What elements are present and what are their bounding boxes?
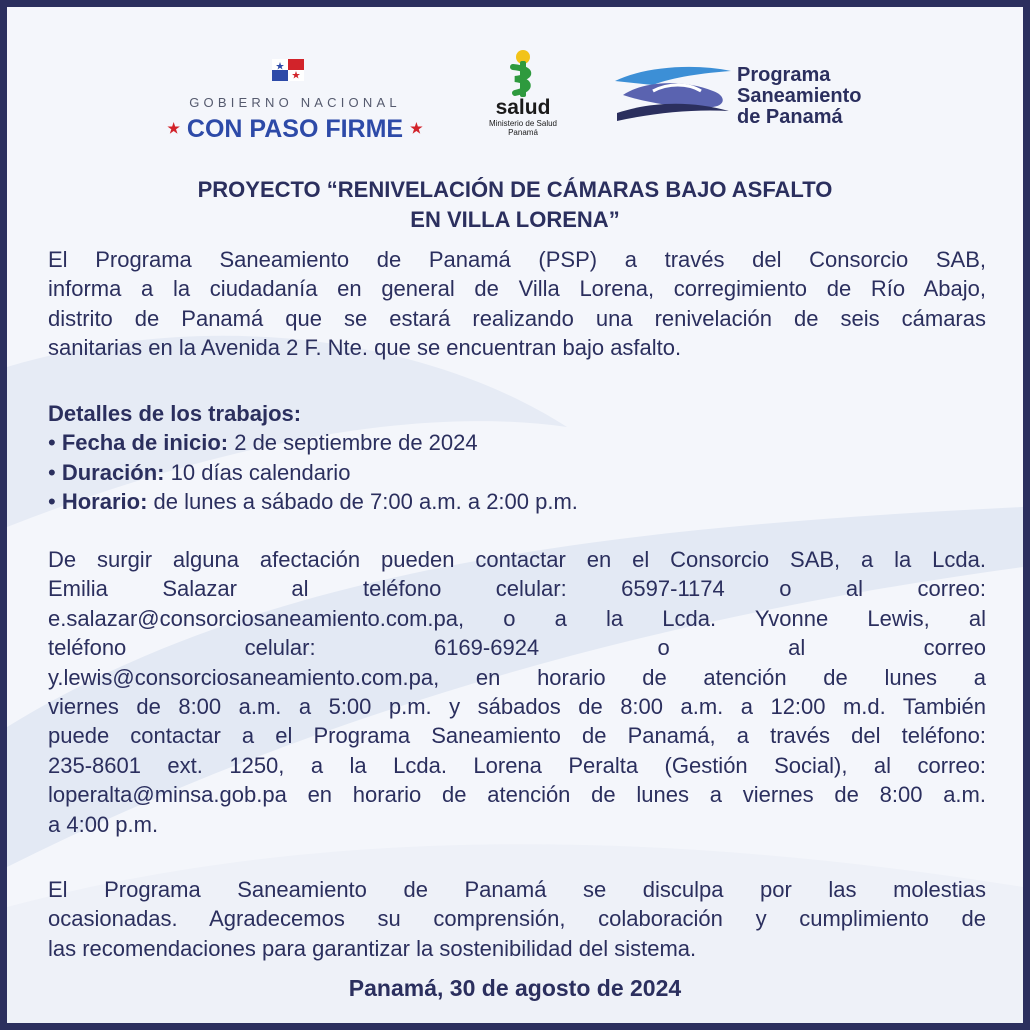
detail-value: de lunes a sábado de 7:00 a.m. a 2:00 p.m. <box>153 489 578 515</box>
contact-line: De surgir alguna afectación pueden contactar en el Consorcio SAB, a la Lcda. <box>48 547 986 572</box>
bullet: • <box>48 489 56 515</box>
closing-line: las recomendaciones para garantizar la sostenibilidad del sistema. <box>48 935 697 961</box>
caduceus-icon <box>475 49 571 99</box>
contact-line: teléfono celular: 6169-6924 o al correo <box>48 635 986 661</box>
contact-line: a 4:00 p.m. <box>48 811 159 837</box>
closing-line: ocasionadas. Agradecemos su comprensión, colaboración y cumplimiento de <box>48 906 986 932</box>
title-line-1: PROYECTO “RENIVELACIÓN DE CÁMARAS BAJO ASFALTO <box>197 177 833 202</box>
project-title <box>47 175 983 235</box>
detail-value: 10 días calendario <box>170 459 351 485</box>
panama-flag-icon <box>272 59 304 81</box>
logo-bar <box>7 47 1023 147</box>
psp-line-1: Programa <box>737 64 831 86</box>
programa-saneamiento-wordmark <box>737 65 861 128</box>
star-icon: ★ <box>167 120 180 136</box>
contact-line: 235-8601 ext. 1250, a la Lcda. Lorena Peralta (Gestión Social), al correo: <box>48 752 986 778</box>
bullet: • <box>48 430 56 456</box>
intro-line: sanitarias en la Avenida 2 F. Nte. que se encuentran bajo asfalto. <box>48 335 682 361</box>
detail-item <box>48 458 986 487</box>
salud-wordmark: salud <box>495 96 551 119</box>
detail-label: Fecha de inicio: <box>61 430 229 456</box>
gobierno-nacional-text: GOBIERNO NACIONAL <box>189 95 401 110</box>
contact-line: e.salazar@consorciosaneamiento.com.pa, o a la Lcda. Yvonne Lewis, al <box>48 605 986 631</box>
closing-paragraph <box>48 875 986 963</box>
detail-label: Duración: <box>61 459 165 485</box>
star-icon: ★ <box>410 120 423 136</box>
panama-text: Panamá <box>508 128 538 137</box>
ministerio-text: Ministerio de Salud <box>488 119 558 128</box>
gobierno-nacional-logo <box>145 57 445 147</box>
details-section <box>48 399 986 517</box>
contact-line: y.lewis@consorciosaneamiento.com.pa, en horario de atención de lunes a <box>48 664 986 690</box>
bullet: • <box>48 459 56 485</box>
programa-saneamiento-logo <box>613 59 913 139</box>
intro-line: El Programa Saneamiento de Panamá (PSP) a través del Consorcio SAB, <box>48 247 986 272</box>
intro-line: distrito de Panamá que se estará realizando una renivelación de seis cámaras <box>48 305 986 331</box>
dolphin-icon <box>613 61 733 131</box>
psp-line-2: Saneamiento <box>737 85 862 107</box>
intro-line: informa a la ciudadanía en general de Villa Lorena, corregimiento de Río Abajo, <box>48 276 986 302</box>
closing-line: El Programa Saneamiento de Panamá se disculpa por las molestias <box>48 877 986 902</box>
detail-value: 2 de septiembre de 2024 <box>234 430 478 456</box>
contact-line: Emilia Salazar al teléfono celular: 6597-1174 o al correo: <box>48 576 986 602</box>
detail-item <box>48 487 986 516</box>
notice-date: Panamá, 30 de agosto de 2024 <box>348 975 682 1001</box>
contact-paragraph <box>48 545 986 839</box>
con-paso-firme-label: CON PASO FIRME <box>186 115 404 143</box>
ministerio-salud-logo <box>475 49 571 149</box>
title-line-2: EN VILLA LORENA” <box>410 207 620 232</box>
psp-line-3: de Panamá <box>737 106 843 128</box>
contact-line: loperalta@minsa.gob.pa en horario de atención de lunes a viernes de 8:00 a.m. <box>48 782 986 808</box>
con-paso-firme-text <box>145 115 445 144</box>
intro-paragraph <box>48 245 986 363</box>
contact-line: viernes de 8:00 a.m. a 5:00 p.m. y sábados de 8:00 a.m. a 12:00 m.d. También <box>48 694 986 720</box>
details-heading: Detalles de los trabajos: <box>48 401 302 426</box>
contact-line: puede contactar a el Programa Saneamiento de Panamá, a través del teléfono: <box>48 723 986 749</box>
detail-item <box>48 428 986 457</box>
detail-label: Horario: <box>61 489 148 515</box>
